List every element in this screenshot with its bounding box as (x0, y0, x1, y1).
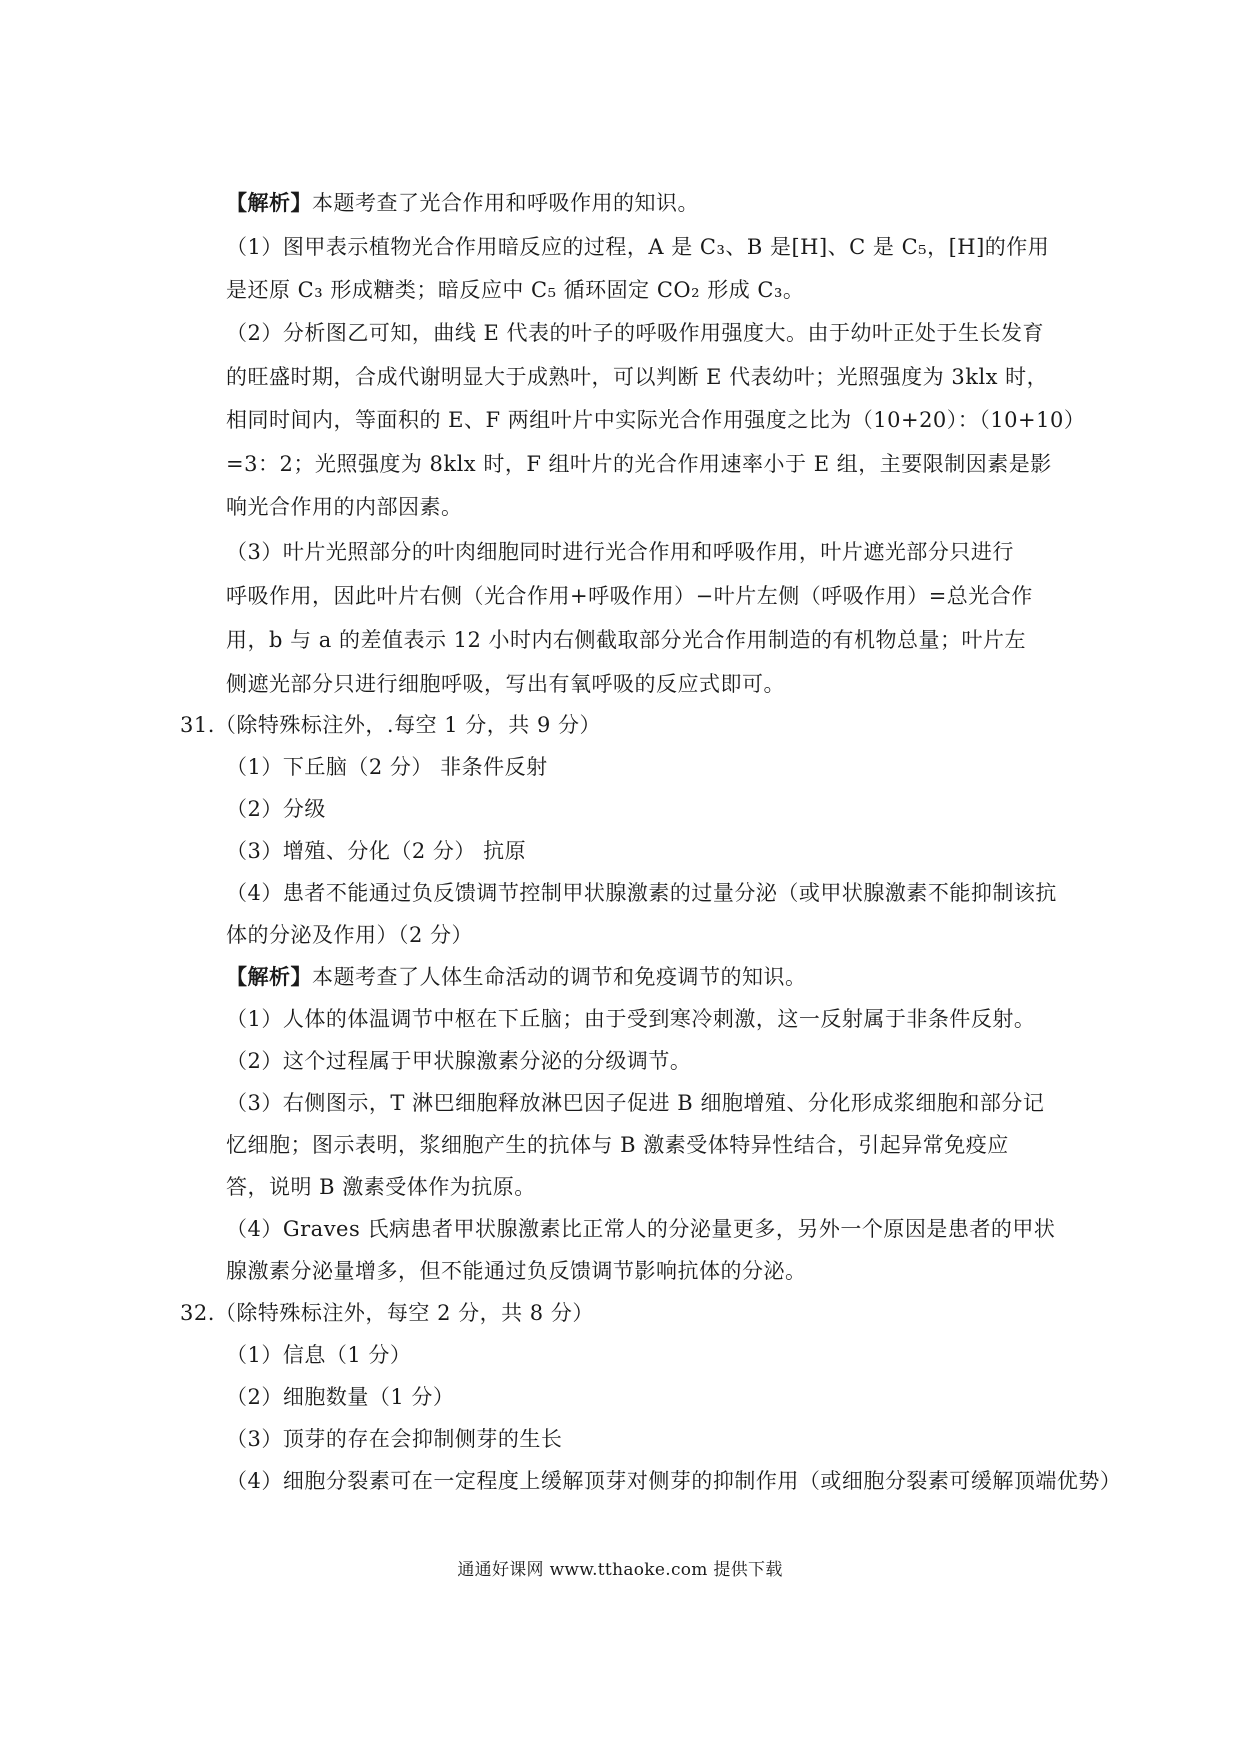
text-line: （2）这个过程属于甲状腺激素分泌的分级调节。 (226, 1049, 692, 1073)
text-line: 呼吸作用，因此叶片右侧（光合作用+呼吸作用）−叶片左侧（呼吸作用）=总光合作 (226, 584, 1033, 608)
question-31-header: 31.（除特殊标注外，.每空 1 分，共 9 分） (180, 713, 601, 737)
text-line: 答，说明 B 激素受体作为抗原。 (226, 1175, 536, 1199)
answer-32-2: （2）细胞数量（1 分） (226, 1385, 455, 1409)
text-line: （4）Graves 氏病患者甲状腺激素比正常人的分泌量更多，另外一个原因是患者的甲状 (226, 1217, 1056, 1241)
answer-32-1: （1）信息（1 分） (226, 1343, 412, 1367)
text-line: 相同时间内，等面积的 E、F 两组叶片中实际光合作用强度之比为（10+20）：（10+10） (226, 408, 1086, 432)
text-line: 侧遮光部分只进行细胞呼吸，写出有氧呼吸的反应式即可。 (226, 672, 785, 696)
text-line: =3：2；光照强度为 8klx 时，F 组叶片的光合作用速率小于 E 组，主要限制因素是影 (226, 452, 1052, 476)
analysis-label: 【解析】 (226, 964, 312, 989)
answer-31-3: （3）增殖、分化（2 分） 抗原 (226, 839, 527, 863)
text-line: （3）右侧图示，T 淋巴细胞释放淋巴因子促进 B 细胞增殖、分化形成浆细胞和部分记 (226, 1091, 1045, 1115)
text-line: （2）分析图乙可知，曲线 E 代表的叶子的呼吸作用强度大。由于幼叶正处于生长发育 (226, 321, 1045, 345)
text-line: （1）图甲表示植物光合作用暗反应的过程，A 是 C₃、B 是[H]、C 是 C₅，[H]的作用 (226, 235, 1050, 259)
analysis-text: 本题考查了人体生命活动的调节和免疫调节的知识。 (312, 965, 807, 989)
answer-32-4: （4）细胞分裂素可在一定程度上缓解顶芽对侧芽的抑制作用（或细胞分裂素可缓解顶端优势） (226, 1469, 1122, 1493)
text-line: 响光合作用的内部因素。 (226, 495, 463, 519)
page-footer: 通通好课网 www.tthaoke.com 提供下载 (457, 1560, 783, 1580)
text-line: 用，b 与 a 的差值表示 12 小时内右侧截取部分光合作用制造的有机物总量；叶片左 (226, 628, 1027, 652)
answer-31-1: （1）下丘脑（2 分） 非条件反射 (226, 755, 548, 779)
analysis-heading-2 (226, 962, 1106, 992)
text-line: 腺激素分泌量增多，但不能通过负反馈调节影响抗体的分泌。 (226, 1259, 807, 1283)
text-line: 体的分泌及作用）（2 分） (226, 923, 474, 947)
analysis-heading-1 (226, 188, 1106, 218)
analysis-text: 本题考查了光合作用和呼吸作用的知识。 (312, 191, 699, 215)
text-line: 的旺盛时期，合成代谢明显大于成熟叶，可以判断 E 代表幼叶；光照强度为 3klx 时， (226, 365, 1049, 389)
answer-31-2: （2）分级 (226, 797, 326, 821)
text-line: 忆细胞；图示表明，浆细胞产生的抗体与 B 激素受体特异性结合，引起异常免疫应 (226, 1133, 1009, 1157)
answer-32-3: （3）顶芽的存在会抑制侧芽的生长 (226, 1427, 563, 1451)
analysis-label: 【解析】 (226, 190, 312, 215)
question-32-header: 32.（除特殊标注外，每空 2 分，共 8 分） (180, 1301, 594, 1325)
text-line: 是还原 C₃ 形成糖类；暗反应中 C₅ 循环固定 CO₂ 形成 C₃。 (226, 278, 805, 302)
answer-31-4: （4）患者不能通过负反馈调节控制甲状腺激素的过量分泌（或甲状腺激素不能抑制该抗 (226, 881, 1057, 905)
text-line: （3）叶片光照部分的叶肉细胞同时进行光合作用和呼吸作用，叶片遮光部分只进行 (226, 540, 1014, 564)
text-line: （1）人体的体温调节中枢在下丘脑；由于受到寒冷刺激，这一反射属于非条件反射。 (226, 1007, 1036, 1031)
